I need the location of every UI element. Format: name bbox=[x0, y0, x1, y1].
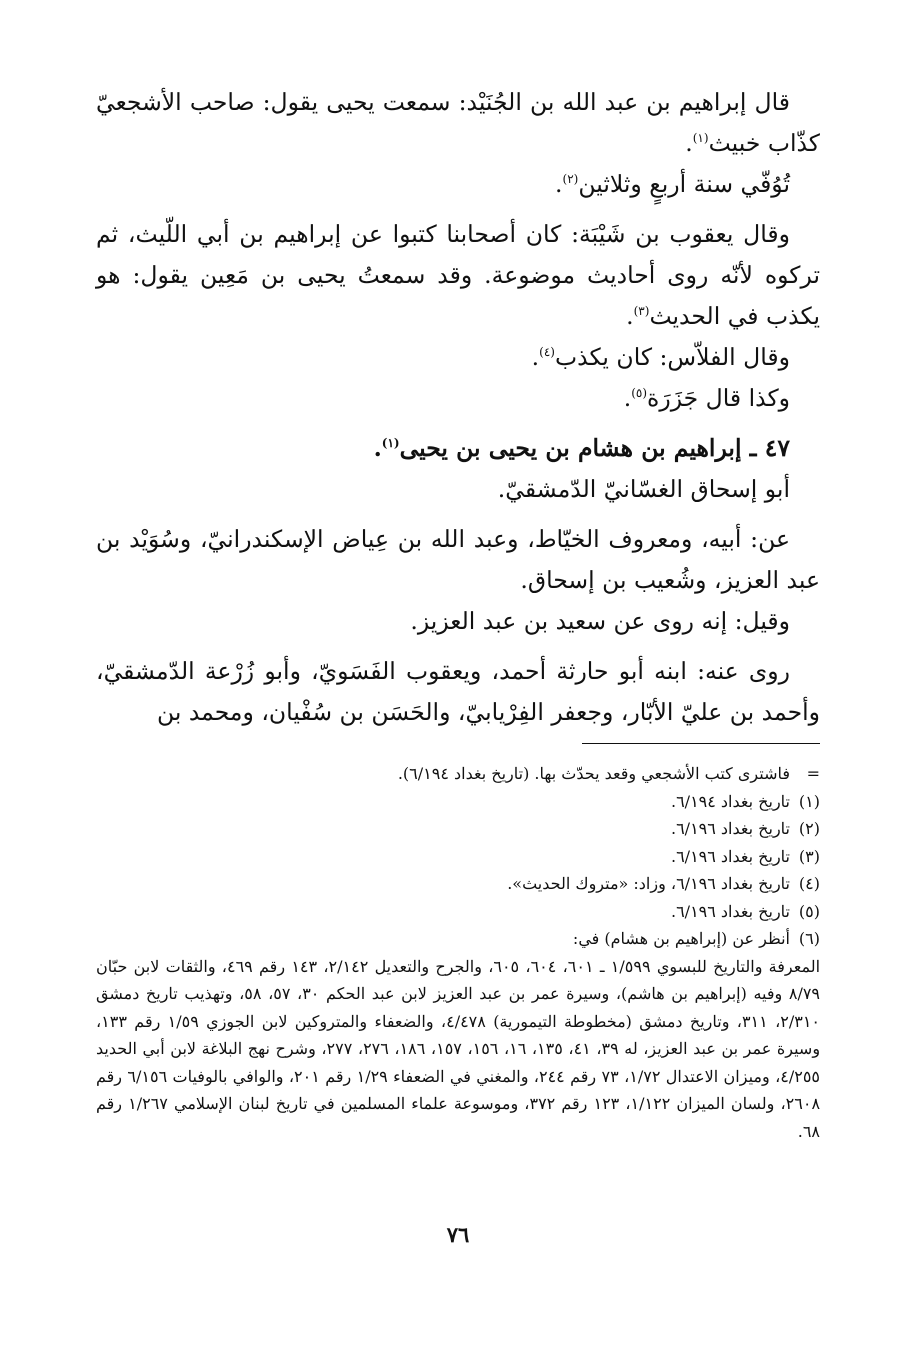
footnote-item bbox=[96, 788, 820, 816]
footnote-continuation-mark: = bbox=[806, 764, 820, 783]
footnote-number: (٣) bbox=[798, 846, 820, 866]
paragraph-text: تُوُفّي سنة أربعٍ وثلاثين bbox=[578, 170, 790, 198]
footnote-text: تاريخ بغداد ٦/١٩٦، وزاد: «متروك الحديث». bbox=[507, 874, 790, 893]
entry-heading-text: ٤٧ ـ إبراهيم بن هشام بن يحيى بن يحيى bbox=[399, 434, 790, 462]
paragraph-end: . bbox=[623, 384, 632, 412]
footnote-text: تاريخ بغداد ٦/١٩٤. bbox=[670, 791, 790, 811]
footnote-ref-3: (٣) bbox=[633, 304, 650, 319]
footnote-item bbox=[96, 898, 820, 926]
footnote-text: تاريخ بغداد ٦/١٩٦. bbox=[670, 819, 790, 838]
paragraph-text: وقال يعقوب بن شَيْبَة: كان أصحابنا كتبوا عن إبراهيم بن أبي اللّيث، ثم تركوه لأنّه روى أحاديث موضوعة. وقد سمعتُ يحيى بن مَعِين يقول: هو يكذب في الحديث bbox=[96, 220, 820, 330]
entry-teachers: عن: أبيه، ومعروف الخيّاط، وعبد الله بن عِياض الإسكندرانيّ، وسُوَيْد بن عبد العزيز، وشُعيب بن إسحاق. bbox=[96, 525, 820, 594]
footnote-text: تاريخ بغداد ٦/١٩٦. bbox=[670, 901, 790, 921]
entry-alternate-report: وقيل: إنه روى عن سعيد بن عبد العزيز. bbox=[410, 607, 790, 635]
footnote-number: (٦) bbox=[798, 929, 820, 948]
footnote-number: (١) bbox=[798, 791, 820, 811]
footnote-text: تاريخ بغداد ٦/١٩٦. bbox=[670, 846, 790, 866]
footnote-number: (٤) bbox=[798, 874, 820, 893]
footnote-number: (٢) bbox=[798, 819, 820, 838]
footnote-ref-4: (٤) bbox=[539, 345, 555, 360]
entry-heading bbox=[96, 428, 820, 469]
footnote-ref-6: (١) bbox=[381, 436, 400, 451]
paragraph-end: . bbox=[555, 170, 563, 198]
paragraph-yaqub-bin-shayba bbox=[96, 214, 820, 337]
footnote-text: أنظر عن (إبراهيم بن هشام) في: bbox=[572, 929, 790, 948]
paragraph-end: . bbox=[685, 129, 693, 157]
footnote-continuation bbox=[96, 760, 820, 788]
entry-students: روى عنه: ابنه أبو حارثة أحمد، ويعقوب الفَسَويّ، وأبو زُرْعة الدّمشقيّ، وأحمد بن عليّ الأبّار، وجعفر الفِرْيابيّ، والحَسَن بن سُفْيان، ومحمد بن bbox=[96, 657, 820, 726]
paragraph-end: . bbox=[626, 302, 634, 330]
paragraph-fallas bbox=[96, 337, 820, 378]
paragraph-jazara bbox=[96, 378, 820, 419]
paragraph-death-year bbox=[96, 164, 820, 205]
footnote-ref-2: (٢) bbox=[562, 172, 579, 187]
paragraph-ibrahim-bin-abdullah bbox=[96, 82, 820, 164]
paragraph-text: قال إبراهيم بن عبد الله بن الجُنَيْد: سمعت يحيى يقول: صاحب الأشجعيّ كذّاب خبيث bbox=[96, 88, 820, 157]
footnote-sources-list: المعرفة والتاريخ للبسوي ١/٥٩٩ ـ ٦٠١، ٦٠٤، ٦٠٥، والجرح والتعديل ٢/١٤٢، ١٤٣ رقم ٤٦٩، والثقات لابن حبّان ٨/٧٩ وفيه (إبراهيم بن هاشم)، وسيرة عمر بن عبد العزيز لابن عبد الحكم ٣٠، ٥٧، ٥٨، وتهذيب تاريخ دمشق ٢/٣١٠، ٣١١، وتاريخ دمشق (مخطوطة التيمورية) ٤/٤٧٨، والضعفاء والمتروكين لابن الجوزي ١/٥٩ رقم ١٣٣، وسيرة عمر بن عبد العزيز، له ٣٩، ٤١، ١٣٥، ١٦، ١٥٦، ١٥٧، ١٨٦، ٢٧٦، ٢٧٧، وشرح نهج البلاغة لابن أبي الحديد ٤/٢٥٥، وميزان الاعتدال ١/٧٢، ٧٣ رقم ٢٤٤، والمغني في الضعفاء ١/٢٩ رقم ٢٠١، والوافي بالوفيات ٦/١٥٦ رقم ٢٦٠٨، ولسان الميزان ١/١٢٢، ١٢٣ رقم ٣٧٢، وموسوعة علماء المسلمين في تاريخ لبنان الإسلامي ١/٢٦٧ رقم ٦٨. bbox=[96, 956, 821, 1141]
paragraph-end: . bbox=[531, 343, 540, 371]
footnote-separator bbox=[582, 743, 820, 744]
entry-heading-end: . bbox=[373, 434, 382, 462]
page-number: ٧٦ bbox=[446, 1222, 470, 1247]
footnote-number: (٥) bbox=[798, 901, 820, 921]
main-text bbox=[96, 82, 820, 733]
footnote-item bbox=[96, 870, 820, 898]
paragraph-text: وكذا قال جَزَرَة bbox=[647, 384, 790, 412]
footnote-item bbox=[96, 815, 820, 843]
footnote-item bbox=[96, 925, 820, 953]
footnotes bbox=[96, 760, 820, 1145]
paragraph-text: وقال الفلاّس: كان يكذب bbox=[554, 343, 790, 371]
footnote-text: فاشترى كتب الأشجعي وقعد يحدّث بها. (تاريخ بغداد ٦/١٩٤). bbox=[397, 764, 790, 783]
footnote-item bbox=[96, 843, 820, 871]
entry-kunya: أبو إسحاق الغسّانيّ الدّمشقيّ. bbox=[497, 475, 790, 503]
footnote-ref-1: (١) bbox=[692, 131, 709, 146]
footnote-ref-5: (٥) bbox=[631, 386, 648, 401]
